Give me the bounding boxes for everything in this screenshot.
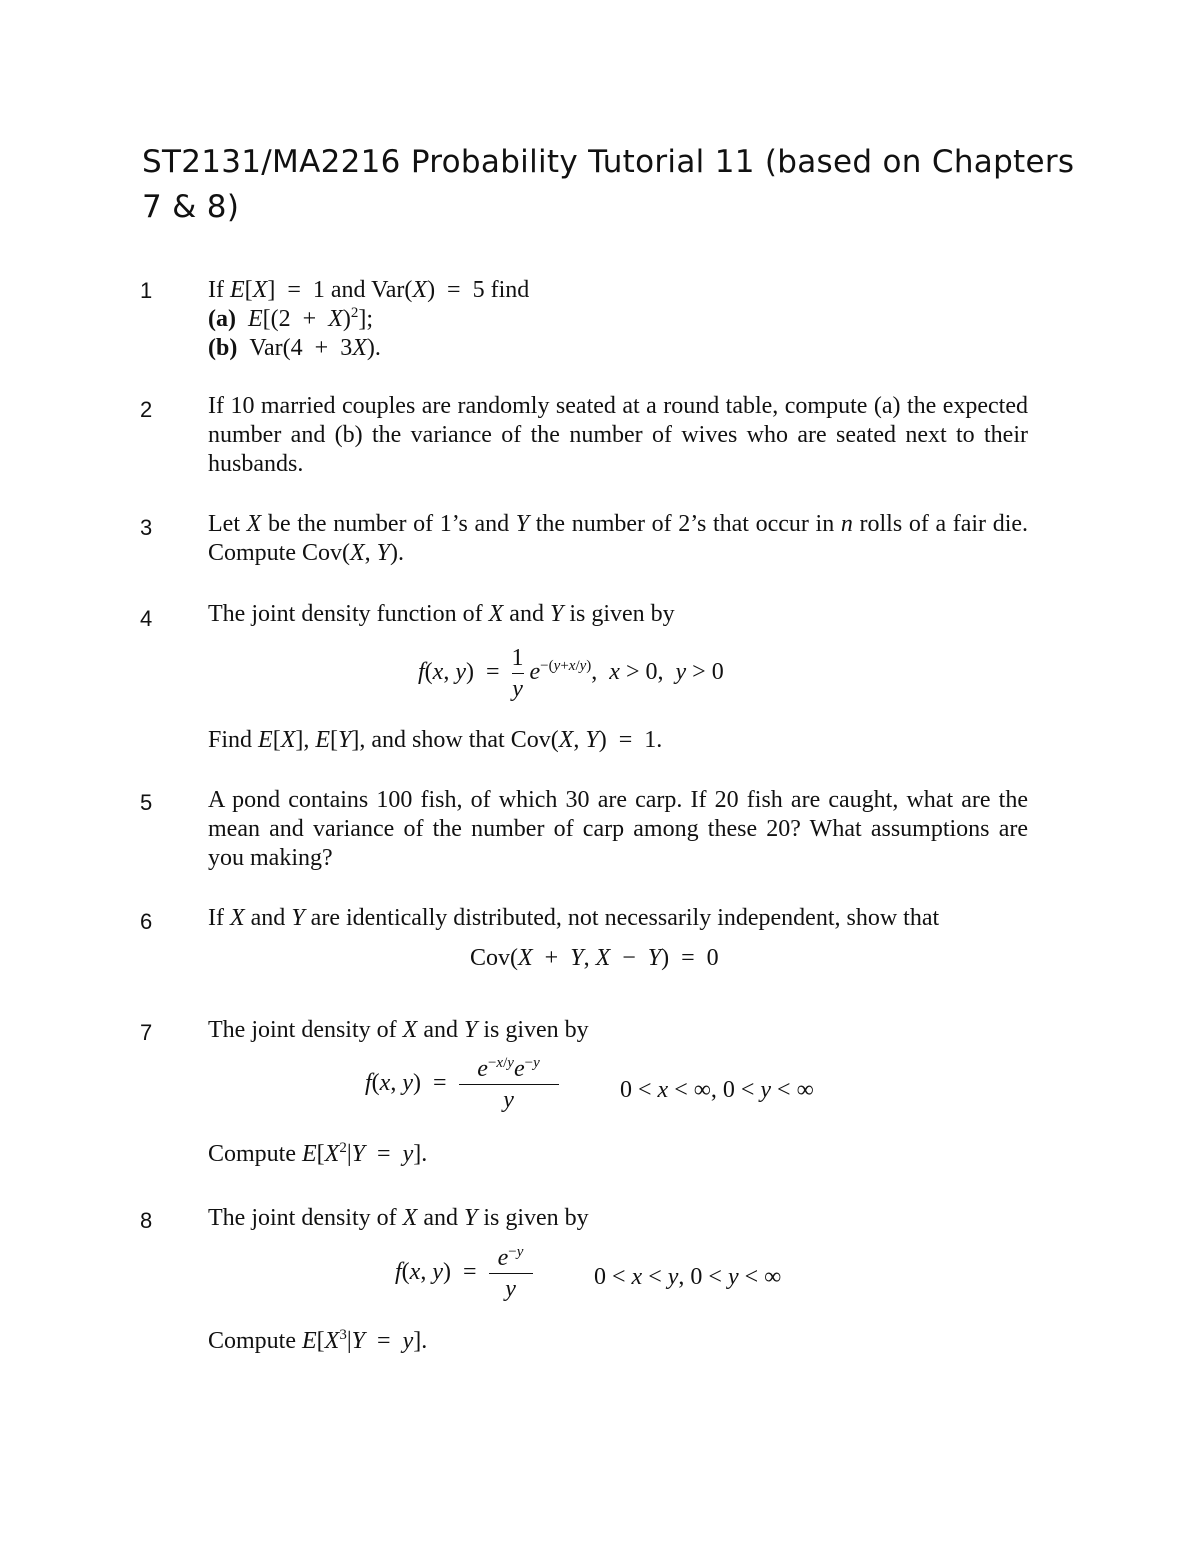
q4-density-formula: f(x, y) = $\frac{1}{y}$ $e^{-(y+x/y)}$, x > 0, y > 0 — [418, 645, 724, 702]
question-5-text: A pond contains 100 fish, of which 30 are carp. If 20 fish are caught, what are the mean and variance of the number of carp among these 20? What assumptions are you making? — [208, 787, 1028, 871]
q1-line-1: If E[X] = 1 and Var(X) = 5 find — [208, 277, 530, 303]
question-number: 1 — [140, 278, 153, 303]
question-8-intro: The joint density of X and Y is given by — [208, 1205, 589, 1231]
q7-range: 0 < x < ∞, 0 < y < ∞ — [620, 1077, 814, 1103]
question-7-after: Compute $E[X^2|Y = y]$. — [208, 1140, 428, 1167]
q7-density-formula: f(x, y) = $\frac{e^{-x/y}e^{-y}}{y}$ — [365, 1054, 559, 1115]
question-number: 7 — [140, 1020, 153, 1045]
question-6-intro: If X and Y are identically distributed, not necessarily independent, show that — [208, 905, 940, 931]
question-3: Let X be the number of 1’s and Y the number of 2’s that occur in n rolls of a fair die. Compute Cov(X, Y). — [208, 511, 1029, 566]
q6-formula: Cov(X + Y, X − Y) = 0 — [470, 945, 719, 971]
q8-density-formula: f(x, y) = $\frac{e^{-y}}{y}$ — [395, 1243, 533, 1304]
q8-range: 0 < x < y, 0 < y < ∞ — [594, 1264, 782, 1290]
page-title: ST2131/MA2216 Probability Tutorial 11 (based on Chapters 7 & 8) — [142, 144, 1075, 225]
question-number: 2 — [140, 397, 153, 422]
question-number: 6 — [140, 909, 153, 934]
question-2-text: If 10 married couples are randomly seated at a round table, compute (a) the expected number and (b) the variance of the number of wives who are seated next to their husbands. — [208, 393, 1028, 477]
question-7-intro: The joint density of X and Y is given by — [208, 1017, 589, 1043]
question-1 — [208, 276, 1028, 363]
q1-line-2: (a) $E[(2 + X)^2]$; — [208, 305, 374, 332]
question-number: 3 — [140, 515, 153, 540]
q1-line-3: (b) Var(4 + 3X). — [208, 335, 381, 361]
question-8-after: Compute $E[X^3|Y = y]$. — [208, 1327, 428, 1354]
question-4-intro: The joint density function of X and Y is given by — [208, 601, 675, 627]
question-number: 5 — [140, 790, 153, 815]
question-number: 8 — [140, 1208, 153, 1233]
question-number: 4 — [140, 606, 153, 631]
question-4-after: Find E[X], E[Y], and show that Cov(X, Y) = 1. — [208, 727, 663, 753]
